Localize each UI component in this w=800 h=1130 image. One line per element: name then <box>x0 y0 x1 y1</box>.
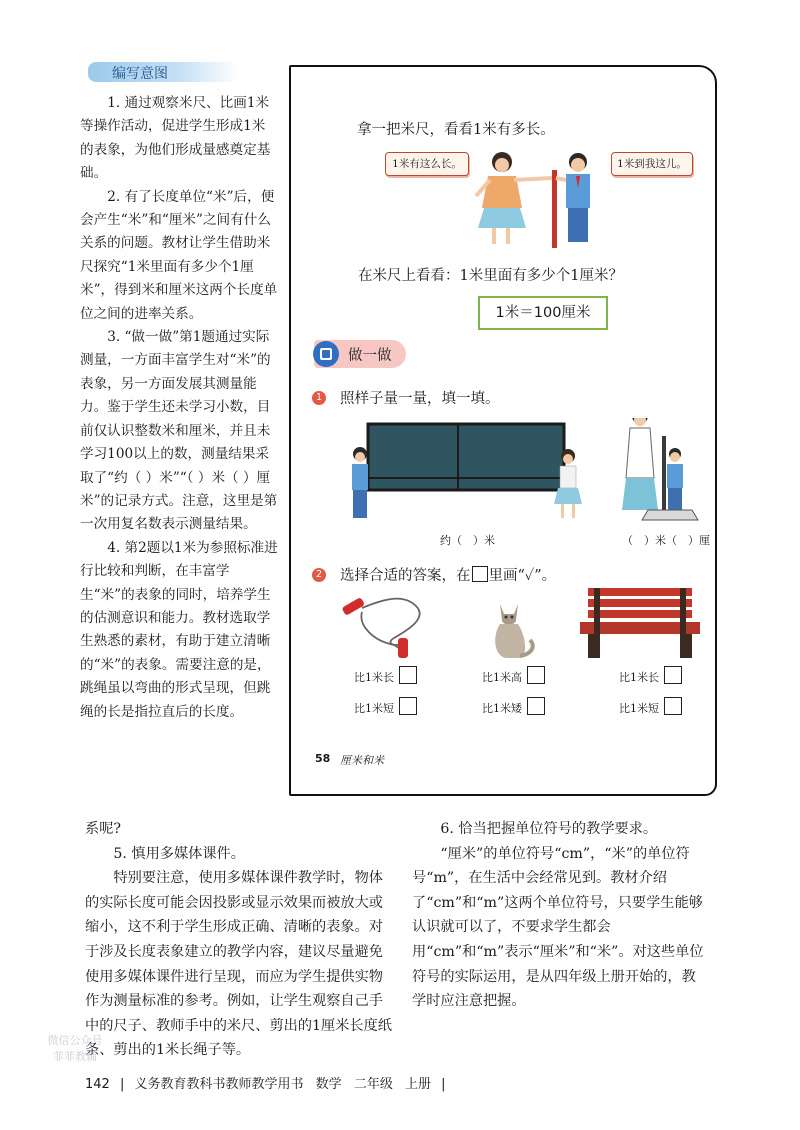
page-footer: 142 | 义务教育教科书教师教学用书 数学 二年级 上册 | <box>85 1077 446 1092</box>
instruction-text: 拿一把米尺，看看1米有多长。 <box>357 122 555 138</box>
footer-volume: 上册 <box>404 1077 431 1092</box>
children-meter-stick-illustration <box>470 148 610 252</box>
caption-height: （ ）米（ ）厘 <box>622 534 710 547</box>
textbook-page-number: 58 <box>315 752 331 765</box>
jump-rope-image <box>338 596 438 658</box>
footer-page-number: 142 <box>85 1077 110 1092</box>
body-continuation: 系呢? <box>85 821 121 837</box>
intent-paragraph: 4. 第2题以1米为参照标准进行比较和判断，在丰富学生“米”的表象的同时，培养学生的估测意识和能力。教材选取学生熟悉的素材，有助于建立清晰的“米”的表象。需要注意的是，跳绳虽以弯曲的形式呈现，但跳绳的长是指拉直后的长度。 <box>80 539 278 720</box>
bench-shorter-checkbox[interactable] <box>664 697 682 715</box>
footer-book-title: 义务教育教科书教师教学用书 <box>134 1077 304 1092</box>
inline-checkbox <box>472 566 488 582</box>
cat-taller-checkbox[interactable] <box>527 666 545 684</box>
body-right-column <box>412 817 708 1014</box>
question-2-text <box>340 564 556 585</box>
equation-box: 1米＝100厘米 <box>478 296 608 330</box>
question-text: 在米尺上看看：1米里面有多少个1厘米？ <box>358 268 623 284</box>
intent-paragraph: 2. 有了长度单位“米”后，便会产生“米”和“厘米”之间有什么关系的问题。教材让学生借助米尺探究“1米里面有多少个1厘米”，得到米和厘米这两个长度单位之间的进率关系。 <box>80 188 278 322</box>
body-left-paragraph: 特别要注意，使用多媒体课件教学时，物体的实际长度可能会因投影或显示效果而被放大或缩小，这不利于学生形成正确、清晰的表象。对于涉及长度表象建立的教学内容，建议尽量避免使用多媒体课件进行呈现，而应为学生提供实物作为测量标准的参考。例如，让学生观察自己手中的尺子、教师手中的米尺、剪出的1厘米长度纸条、剪出的1米长绳子等。 <box>85 870 392 1059</box>
speech-bubble-left: 1米有这么长。 <box>385 152 469 176</box>
caption-blackboard: 约（ ）米 <box>440 534 495 547</box>
bench-option-longer: 比1米长 <box>619 671 659 684</box>
intent-label-tab <box>88 62 238 82</box>
textbook-unit-title: 厘米和米 <box>340 754 384 767</box>
question-2-text-before: 选择合适的答案，在 <box>340 568 471 584</box>
cat-image <box>486 600 538 660</box>
body-right-paragraph: “厘米”的单位符号“cm”，“米”的单位符号“m”，在生活中会经常见到。教材介绍了“cm”和“m”这两个单位符号，只要学生能够认识就可以了，不要求学生都会用“cm”和“m”表示“厘米”和“米”。对这些单位符号的实际运用，是从四年级上册开始的，教学时应注意把握。 <box>412 845 704 1010</box>
body-left-heading: 5. 慎用多媒体课件。 <box>113 845 245 862</box>
rope-shorter-checkbox[interactable] <box>399 697 417 715</box>
practice-icon <box>312 340 340 368</box>
rope-longer-checkbox[interactable] <box>399 666 417 684</box>
cat-option-taller: 比1米高 <box>482 671 522 684</box>
speech-bubble-right: 1米到我这儿。 <box>611 152 693 176</box>
bench-image <box>574 584 706 660</box>
question-1-number: 1 <box>312 391 326 405</box>
intent-paragraph: 3. “做一做”第1题通过实际测量，一方面丰富学生对“米”的表象，另一方面发展其测量能力。鉴于学生还未学习小数，目前仅认识整数米和厘米，并且未学习100以上的数，测量结果采取了“约（ ）米”“（ ）米（ ）厘米”的记录方式。注意，这里是第一次用复名数表示测量结果。 <box>80 329 278 533</box>
measuring-illustration <box>340 418 712 526</box>
rope-option-shorter: 比1米短 <box>354 702 394 715</box>
bench-longer-checkbox[interactable] <box>664 666 682 684</box>
blackboard <box>368 424 564 490</box>
meter-stick <box>552 170 557 248</box>
girl-skirt <box>478 208 526 228</box>
question-2-text-after: 里画“✓”。 <box>488 568 557 584</box>
cat-shorter-checkbox[interactable] <box>527 697 545 715</box>
cat-option-shorter: 比1米矮 <box>482 702 522 715</box>
watermark-line-1: 微信公众号 <box>47 1034 103 1047</box>
rope-option-longer: 比1米长 <box>354 671 394 684</box>
watermark <box>20 1032 130 1064</box>
footer-grade: 二年级 <box>353 1077 393 1092</box>
body-right-heading: 6. 恰当把握单位符号的教学要求。 <box>440 821 658 837</box>
intent-label: 编写意图 <box>112 66 168 82</box>
question-1-text: 照样子量一量，填一填。 <box>340 391 500 407</box>
body-left-column <box>85 817 393 1063</box>
bench-option-shorter: 比1米短 <box>619 702 659 715</box>
question-2-number: 2 <box>312 568 326 582</box>
intent-column <box>80 92 278 724</box>
footer-subject: 数学 <box>315 1077 342 1092</box>
intent-paragraph: 1. 通过观察米尺、比画1米等操作活动，促进学生形成1米的表象，为他们形成量感奠定基础。 <box>80 95 271 182</box>
watermark-line-2: 菲菲教辅 <box>53 1050 97 1063</box>
practice-title: 做一做 <box>348 348 392 364</box>
